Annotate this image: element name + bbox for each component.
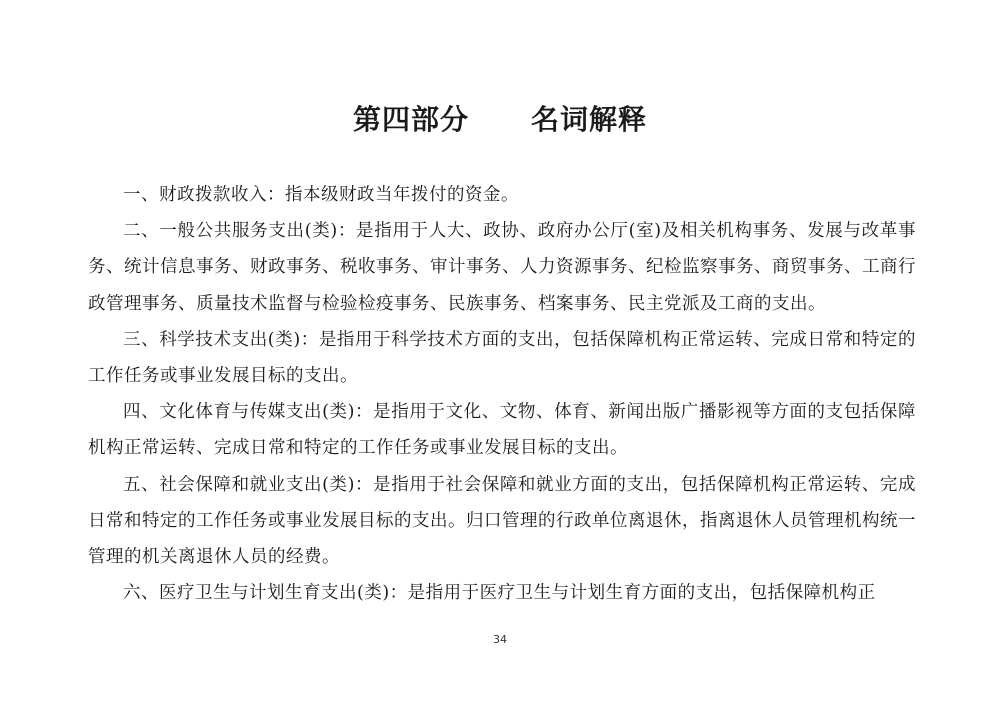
paragraph-culture-sports-media: 四、文化体育与传媒支出(类)：是指用于文化、文物、体育、新闻出版广播影视等方面的支包括保障机构正常运转、完成日常和特定的工作任务或事业发展目标的支出。 bbox=[88, 402, 916, 459]
document-body bbox=[88, 177, 916, 611]
paragraph-social-security-employment: 五、社会保障和就业支出(类)：是指用于社会保障和就业方面的支出，包括保障机构正常运转、完成日常和特定的工作任务或事业发展目标的支出。归口管理的行政单位离退休，指离退休人员管理机构统一管理的机关离退休人员的经费。 bbox=[88, 474, 916, 568]
paragraph-general-public-services: 二、一般公共服务支出(类)：是指用于人大、政协、政府办公厅(室)及相关机构事务、发展与改革事务、统计信息事务、财政事务、税收事务、审计事务、人力资源事务、纪检监察事务、商贸事务、工商行政管理事务、质量技术监督与检验检疫事务、民族事务、档案事务、民主党派及工商的支出。 bbox=[88, 221, 916, 314]
paragraph-science-technology: 三、科学技术支出(类)：是指用于科学技术方面的支出，包括保障机构正常运转、完成日常和特定的工作任务或事业发展目标的支出。 bbox=[88, 329, 916, 387]
title-name: 名词解释 bbox=[531, 103, 648, 136]
paragraph-healthcare-family-planning: 六、医疗卫生与计划生育支出(类)：是指用于医疗卫生与计划生育方面的支出，包括保障机构正 bbox=[123, 583, 876, 604]
page-title bbox=[0, 100, 1000, 140]
page-number: 34 bbox=[493, 633, 507, 646]
paragraph-fiscal-appropriation-income: 一、财政拨款收入：指本级财政当年拨付的资金。 bbox=[123, 185, 519, 205]
title-part: 第四部分 bbox=[352, 103, 469, 136]
